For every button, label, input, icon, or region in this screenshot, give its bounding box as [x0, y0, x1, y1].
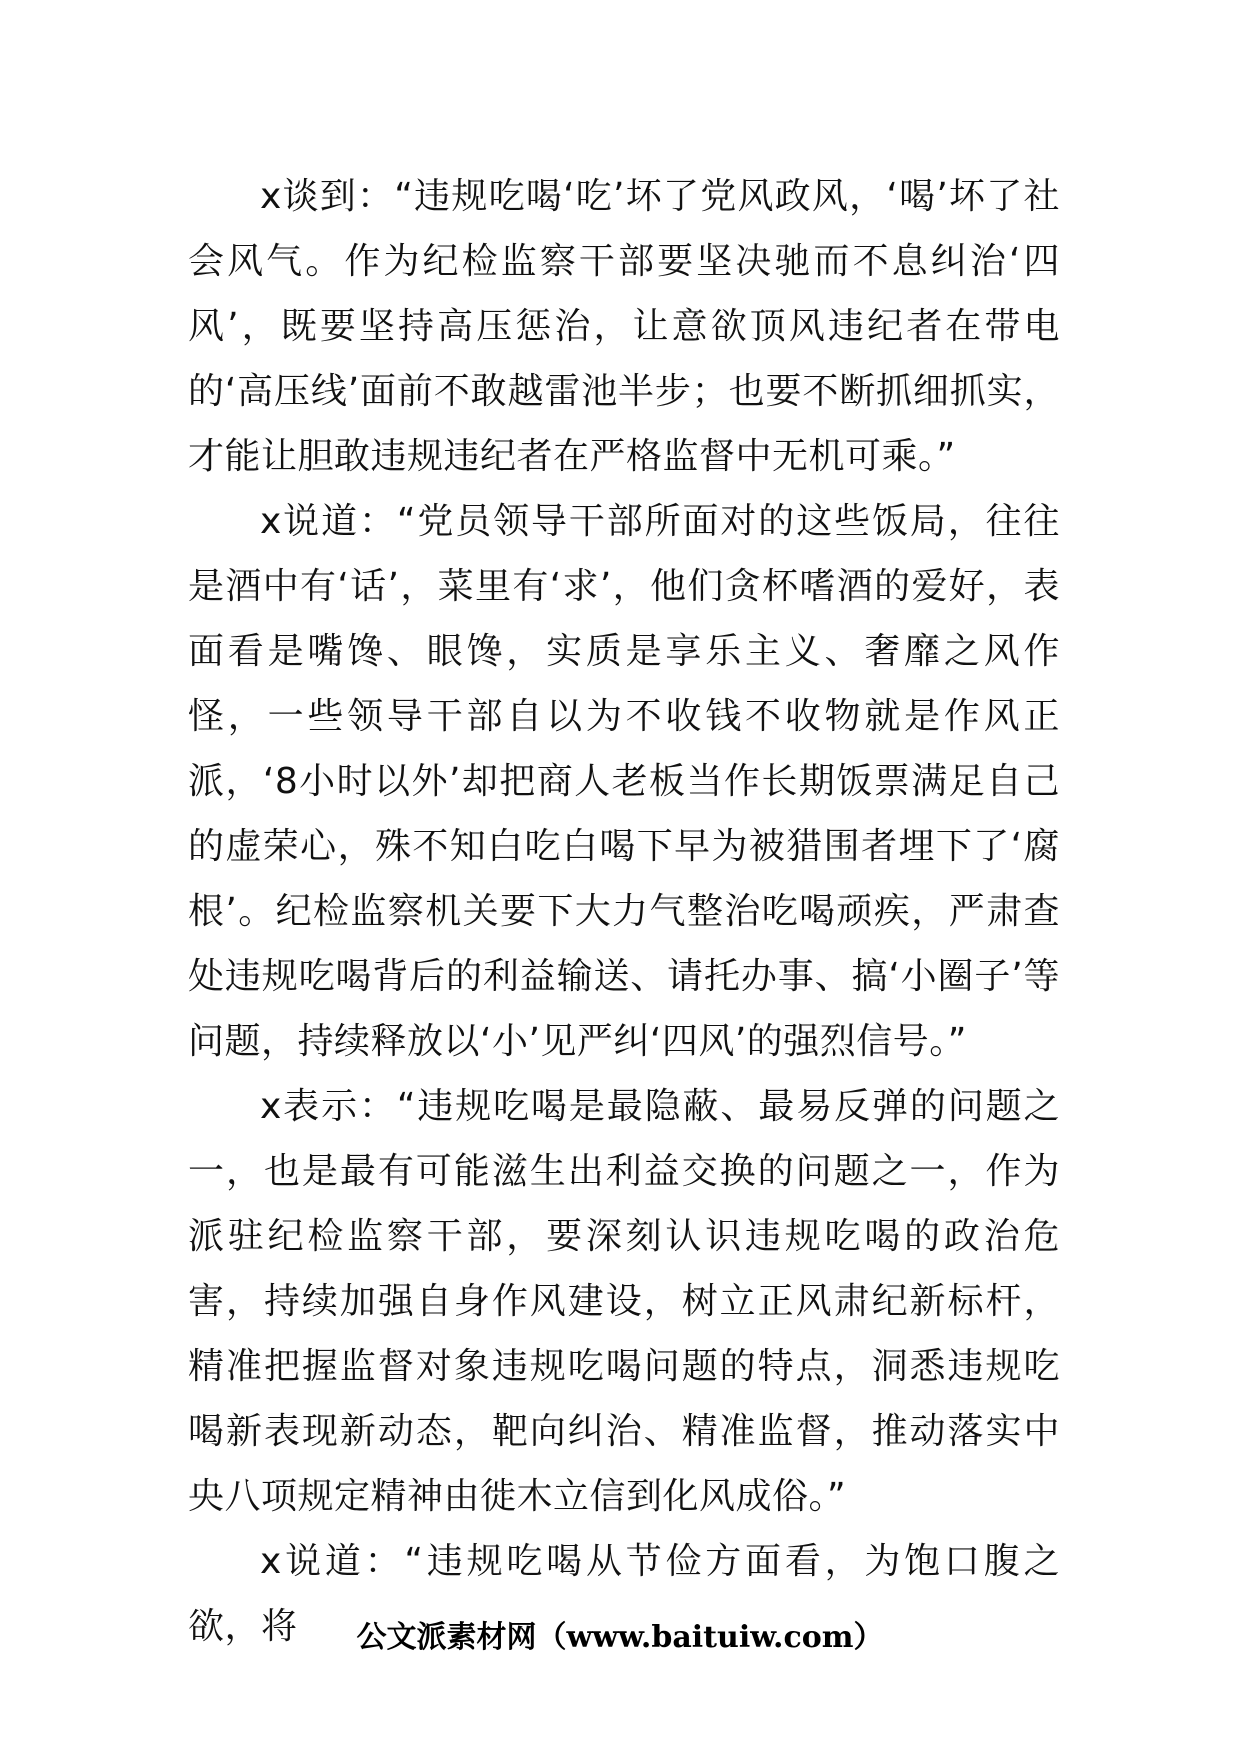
- paragraph-2: x说道：“党员领导干部所面对的这些饭局，往往是酒中有‘话’，菜里有‘求’，他们贪杯嗜酒的爱好，表面看是嘴馋、眼馋，实质是享乐主义、奢靡之风作怪，一些领导干部自以为不收钱不收物就是作风正派，‘8小时以外’却把商人老板当作长期饭票满足自己的虚荣心，殊不知白吃白喝下早为被猎围者埋下了‘腐根’。纪检监察机关要下大力气整治吃喝顽疾，严肃查处违规吃喝背后的利益输送、请托办事、搞‘小圈子’等问题，持续释放以‘小’见严纠‘四风’的强烈信号。”: [188, 501, 1060, 1062]
- document-body: [188, 164, 1060, 1659]
- footer-watermark: 公文派素材网（www.baituiw.com）: [356, 1620, 884, 1655]
- paragraph-4: x说道：“违规吃喝从节俭方面看，为饱口腹之欲，将: [188, 1541, 1060, 1647]
- paragraph-1: x谈到：“违规吃喝‘吃’坏了党风政风，‘喝’坏了社会风气。作为纪检监察干部要坚决驰而不息纠治‘四风’，既要坚持高压惩治，让意欲顶风违纪者在带电的‘高压线’面前不敢越雷池半步；也要不断抓细抓实，才能让胆敢违规违纪者在严格监督中无机可乘。”: [188, 176, 1060, 477]
- paragraph-3: x表示：“违规吃喝是最隐蔽、最易反弹的问题之一，也是最有可能滋生出利益交换的问题之一，作为派驻纪检监察干部，要深刻认识违规吃喝的政治危害，持续加强自身作风建设，树立正风肃纪新标杆，精准把握监督对象违规吃喝问题的特点，洞悉违规吃喝新表现新动态，靶向纠治、精准监督，推动落实中央八项规定精神由徙木立信到化风成俗。”: [188, 1086, 1060, 1517]
